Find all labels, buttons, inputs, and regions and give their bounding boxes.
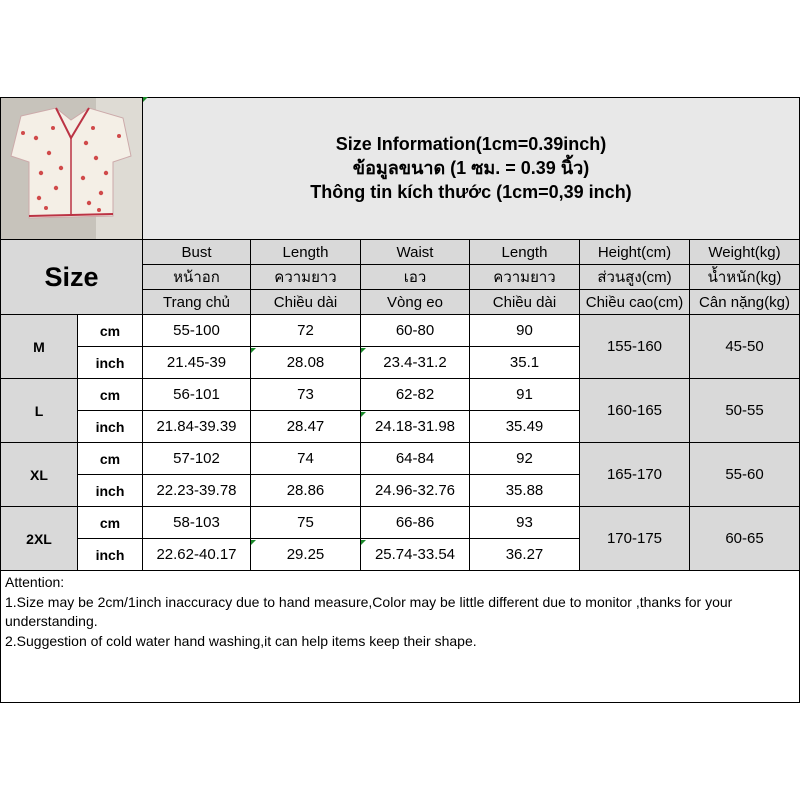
header-height-vi: Chiều cao(cm) [580,290,690,315]
unit-cm: cm [78,443,143,475]
size-label-m: M [0,315,78,379]
title-english: Size Information(1cm=0.39inch) [335,134,607,154]
weight-range: 55-60 [690,443,800,507]
weight-range: 60-65 [690,507,800,571]
height-range: 155-160 [580,315,690,379]
inch-value: 22.62-40.17 [143,539,251,571]
weight-range: 45-50 [690,315,800,379]
inch-value: 21.84-39.39 [143,411,251,443]
height-range: 160-165 [580,379,690,443]
inch-value: 35.88 [470,475,580,507]
unit-inch: inch [78,475,143,507]
corner-mark [143,97,148,102]
cm-value: 92 [470,443,580,475]
header-length-th: ความยาว [251,265,361,290]
inch-value: 35.1 [470,347,580,379]
corner-mark [251,348,256,353]
height-range: 170-175 [580,507,690,571]
inch-value: 21.45-39 [143,347,251,379]
inch-value: 28.08 [251,347,361,379]
cm-value: 57-102 [143,443,251,475]
inch-value: 24.96-32.76 [361,475,470,507]
unit-cm: cm [78,379,143,411]
header-bust-th: หน้าอก [143,265,251,290]
size-label-2xl: 2XL [0,507,78,571]
height-range: 165-170 [580,443,690,507]
unit-cm: cm [78,507,143,539]
corner-mark [361,412,366,417]
cm-value: 73 [251,379,361,411]
inch-value: 23.4-31.2 [361,347,470,379]
header-height-th: ส่วนสูง(cm) [580,265,690,290]
header-waist-th: เอว [361,265,470,290]
size-label-l: L [0,379,78,443]
inch-value: 36.27 [470,539,580,571]
cm-value: 72 [251,315,361,347]
title-thai: ข้อมูลขนาด (1 ซม. = 0.39 นิ้ว) [352,158,590,178]
cm-value: 55-100 [143,315,251,347]
inch-value: 29.25 [251,539,361,571]
inch-value: 22.23-39.78 [143,475,251,507]
header-weight-th: น้ำหนัก(kg) [690,265,800,290]
attention-line-1: 1.Size may be 2cm/1inch inaccuracy due to hand measure,Color may be little different due to monitor ,thanks for your understanding. [5,593,733,629]
cm-value: 74 [251,443,361,475]
size-label-xl: XL [0,443,78,507]
cm-value: 93 [470,507,580,539]
header-length2-vi: Chiều dài [470,290,580,315]
inch-value: 25.74-33.54 [361,539,470,571]
pajama-image [1,98,142,239]
cm-value: 62-82 [361,379,470,411]
unit-inch: inch [78,411,143,443]
cm-value: 66-86 [361,507,470,539]
header-waist-en: Waist [361,240,470,265]
title-block [143,97,800,240]
cm-value: 56-101 [143,379,251,411]
weight-range: 50-55 [690,379,800,443]
inch-value: 28.47 [251,411,361,443]
header-bust-vi: Trang chủ [143,290,251,315]
cm-value: 90 [470,315,580,347]
unit-inch: inch [78,347,143,379]
attention-heading: Attention: [5,574,65,590]
inch-value: 35.49 [470,411,580,443]
cm-value: 58-103 [143,507,251,539]
unit-cm: cm [78,315,143,347]
header-waist-vi: Vòng eo [361,290,470,315]
size-header: Size [0,240,143,315]
header-weight-en: Weight(kg) [690,240,800,265]
header-bust-en: Bust [143,240,251,265]
cm-value: 91 [470,379,580,411]
product-photo [0,97,143,240]
unit-inch: inch [78,539,143,571]
attention-line-2: 2.Suggestion of cold water hand washing,it can help items keep their shape. [5,632,477,649]
inch-value: 28.86 [251,475,361,507]
cm-value: 60-80 [361,315,470,347]
inch-value: 24.18-31.98 [361,411,470,443]
header-length2-en: Length [470,240,580,265]
title-vietnamese: Thông tin kích thước (1cm=0,39 inch) [310,182,632,202]
header-weight-vi: Cân nặng(kg) [690,290,800,315]
header-height-en: Height(cm) [580,240,690,265]
cm-value: 75 [251,507,361,539]
header-length-vi: Chiều dài [251,290,361,315]
corner-mark [361,348,366,353]
attention-note [0,571,800,703]
cm-value: 64-84 [361,443,470,475]
size-chart [0,97,800,703]
header-length-en: Length [251,240,361,265]
corner-mark [361,540,366,545]
header-length2-th: ความยาว [470,265,580,290]
corner-mark [251,540,256,545]
